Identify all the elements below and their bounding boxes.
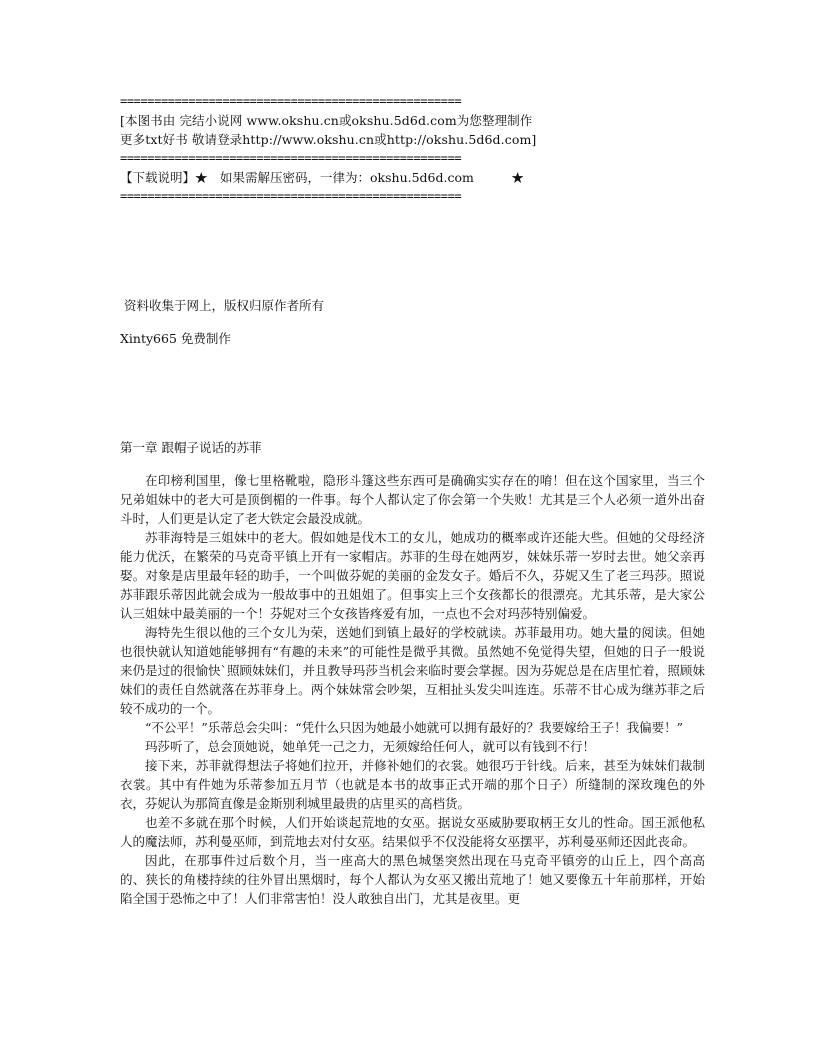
- paragraph: “不公平！”乐蒂总会尖叫：“凭什么只因为她最小她就可以拥有最好的？我要嫁给王子！我偏要！”: [145, 720, 684, 735]
- chapter-title: 第一章 跟帽子说话的苏菲: [120, 440, 262, 455]
- spacer: [120, 348, 705, 438]
- source-note-line-1: [本图书由 完结小说网 www.okshu.cn或okshu.5d6d.com为您整理制作: [120, 113, 533, 128]
- paragraph: 因此，在那事件过后数个月，当一座高大的黑色城堡突然出现在马克奇平镇旁的山丘上，四个高高的、狭长的角楼持续的往外冒出黑烟时，每个人都认为女巫又搬出荒地了！她又要像五十年前那样，开始陷全国于恐怖之中了！人们非常害怕！没人敢独自出门，尤其是夜里。更: [120, 853, 705, 906]
- download-notice: 【下载说明】★ 如果需解压密码，一律为：okshu.5d6d.com ★: [120, 170, 524, 185]
- spacer: [120, 457, 705, 471]
- paragraph: 海特先生很以他的三个女儿为荣，送她们到镇上最好的学校就读。苏菲最用功。她大量的阅读。但她也很快就认知道她能够拥有“有趣的未来”的可能性是微乎其微。虽然她不免觉得失望，但她的日子一般说来仍是过的很愉快`照顾妹妹们，并且教导玛莎当机会来临时要会掌握。因为芬妮总是在店里忙着，照顾妹妹们的责任自然就落在苏菲身上。两个妹妹常会吵架，互相扯头发尖叫连连。乐蒂不甘心成为继苏菲之后较不成功的一个。: [120, 625, 705, 716]
- spacer: [120, 315, 705, 329]
- paragraph: 接下来，苏菲就得想法子将她们拉开，并修补她们的衣裳。她很巧于针线。后来，甚至为妹妹们裁制衣裳。其中有件她为乐蒂参加五月节（也就是本书的故事正式开端的那个日子）所缝制的深玫瑰色的外衣，芬妮认为那简直像是金斯别利城里最贵的店里买的高档货。: [120, 758, 705, 811]
- separator-rule: ==================================================: [120, 94, 462, 108]
- separator-rule: ==================================================: [120, 189, 462, 203]
- paragraph: 也差不多就在那个时候，人们开始谈起荒地的女巫。据说女巫威胁要取柄王女儿的性命。国王派他私人的魔法师，苏利曼巫师，到荒地去对付女巫。结果似乎不仅没能将女巫摆平，苏利曼巫师还因此丧命。: [120, 815, 705, 849]
- document-page: [120, 92, 705, 908]
- paragraph: 苏菲海特是三姐妹中的老大。假如她是伐木工的女儿，她成功的概率或许还能大些。但她的父母经济能力优沃，在繁荣的马克奇平镇上开有一家帽店。苏菲的生母在她两岁，妹妹乐蒂一岁时去世。她父亲再娶。对象是店里最年轻的助手，一个叫做芬妮的美丽的金发女子。婚后不久，芬妮又生了老三玛莎。照说苏菲跟乐蒂因此就会成为一般故事中的丑姐姐了。但事实上三个女孩都长的很漂亮。尤其乐蒂，是大家公认三姐妹中最美丽的一个！芬妮对三个女孩皆疼爱有加，一点也不会对玛莎特别偏爱。: [120, 530, 705, 621]
- spacer: [120, 206, 705, 296]
- maker-credit: Xinty665 免费制作: [120, 331, 231, 346]
- separator-rule: ==================================================: [120, 151, 462, 165]
- copyright-note: 资料收集于网上，版权归原作者所有: [124, 298, 325, 313]
- source-note-line-2: 更多txt好书 敬请登录http://www.okshu.cn或http://okshu.5d6d.com]: [120, 132, 537, 147]
- paragraph: 玛莎听了，总会顶她说，她单凭一己之力，无须嫁给任何人，就可以有钱到不行！: [145, 739, 596, 754]
- paragraph: 在印榜利国里，像七里格靴啦，隐形斗篷这些东西可是确确实实存在的唷！但在这个国家里，当三个兄弟姐妹中的老大可是顶倒楣的一件事。每个人都认定了你会第一个失败！尤其是三个人必须一道外出奋斗时，人们更是认定了老大铁定会最没成就。: [120, 473, 705, 526]
